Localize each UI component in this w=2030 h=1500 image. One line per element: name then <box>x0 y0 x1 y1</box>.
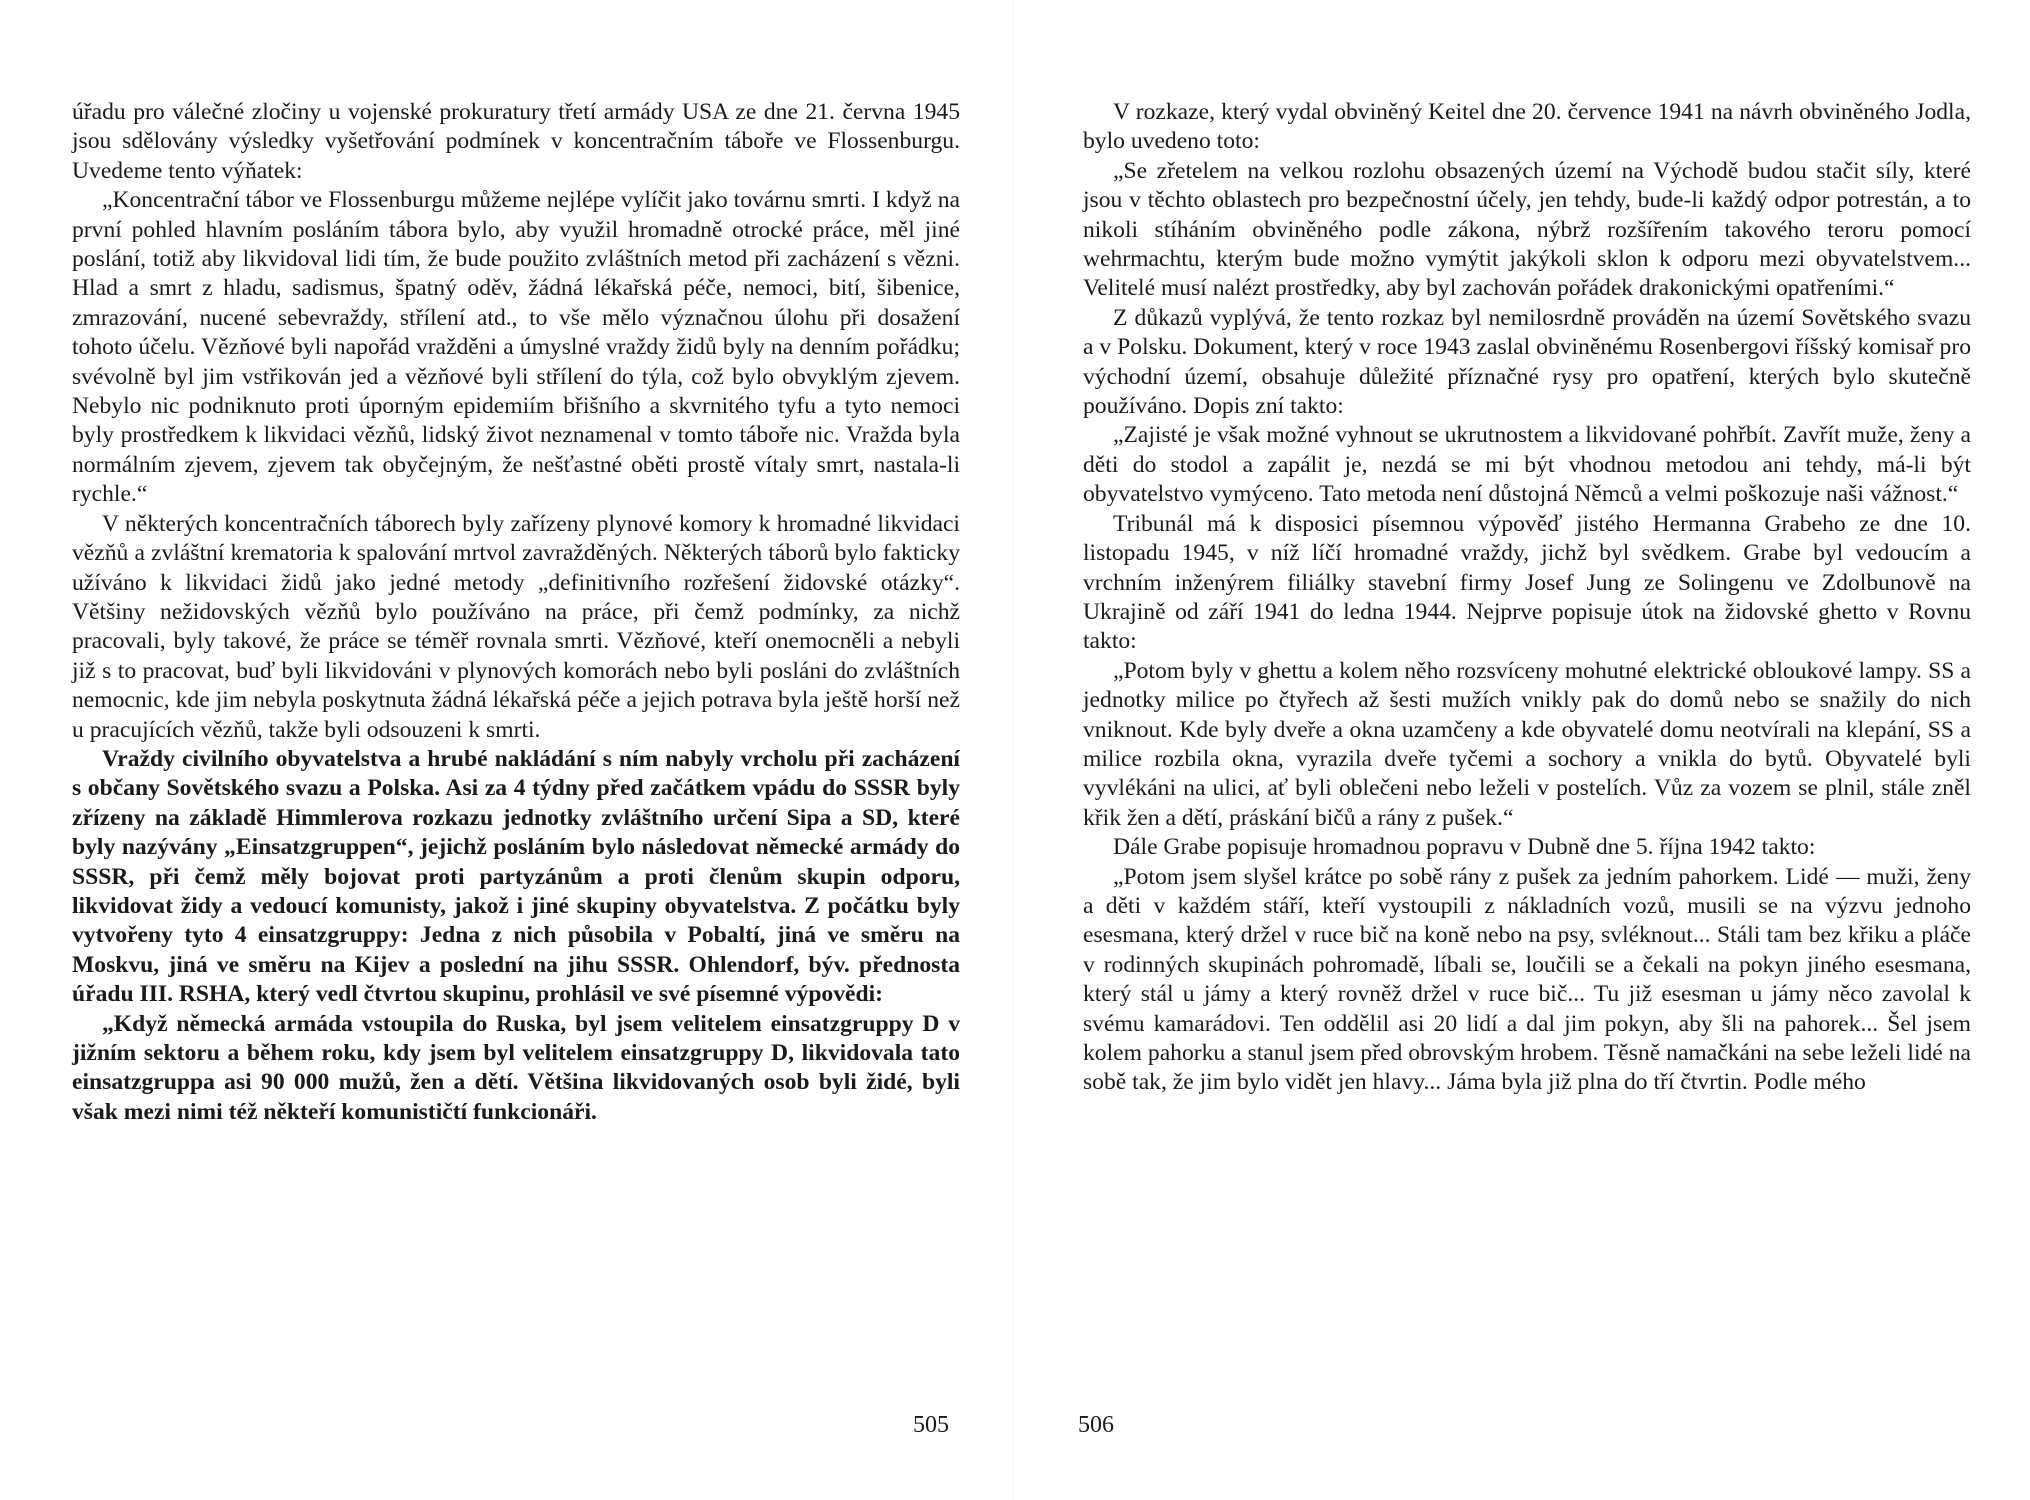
paragraph: „Potom jsem slyšel krátce po sobě rány z pušek za jedním pahorkem. Lidé — muži, ženy a děti v každém stáří, kteří vystoupili z nákladních vozů, musili se na výzvu jednoho esesmana, který držel v ruce bič na koně nebo na psy, svléknout... Stáli tam bez křiku a pláče v rodinných skupinách pohromadě, líbali se, loučili se a čekali na pokyn jiného esesmana, který stál u jámy a který rovněž držel v ruce bič... Tu již esesman u jámy něco zavolal k svému kamarádovi. Ten oddělil asi 20 lidí a dal jim pokyn, aby šli na pahorek... Šel jsem kolem pahorku a stanul jsem před obrovským hrobem. Těsně namačkáni na sebe leželi lidé na sobě tak, že jim bylo vidět jen hlavy... Jáma byla již plna do tří čtvrtin. Podle mého <box>1083 863 1971 1096</box>
paragraph: Z důkazů vyplývá, že tento rozkaz byl nemilosrdně prováděn na území Sovětského svazu a v Polsku. Dokument, který v roce 1943 zaslal obviněnému Rosenbergovi říšský komisař pro východní území, obsahuje důležité příznačné rysy pro opatření, kterých bylo skutečně používáno. Dopis zní takto: <box>1083 304 1971 420</box>
paragraph: „Když německá armáda vstoupila do Ruska, byl jsem velitelem einsatzgruppy D v jižním sektoru a během roku, kdy jsem byl velitelem einsatzgruppy D, likvidovala tato einsatzgruppa asi 90 000 mužů, žen a dětí. Většina likvidovaných osob byli židé, byli však mezi nimi též někteří komunističtí funkcionáři. <box>72 1010 960 1125</box>
paragraph: V rozkaze, který vydal obviněný Keitel dne 20. července 1941 na návrh obviněného Jodla, bylo uvedeno toto: <box>1083 99 1971 155</box>
left-text-column <box>72 98 960 1127</box>
paragraph: „Koncentrační tábor ve Flossenburgu můžeme nejlépe vylíčit jako továrnu smrti. I když na první pohled hlavním posláním tábora bylo, aby využil hromadně otrocké práce, měl jiné poslání, totiž aby likvidoval lidi tím, že bude použito zvláštních metod při zacházení s vězni. Hlad a smrt z hladu, sadismus, špatný oděv, žádná lékařská péče, nemoci, bití, šibenice, zmrazování, nucené sebevraždy, střílení atd., to vše mělo význačnou úlohu při dosažení tohoto účelu. Vězňové byli napořád vražděni a úmyslné vraždy židů byly na denním pořádku; svévolně byl jim vstřikován jed a vězňové byli střílení do týla, což bylo obvyklým zjevem. Nebylo nic podniknuto proti úporným epidemiím břišního a skvrnitého tyfu a tyto nemoci byly prostředkem k likvidaci vězňů, lidský život neznamenal v tomto táboře nic. Vražda byla normálním zjevem, zjevem tak obyčejným, že nešťastné oběti prostě vítaly smrt, nastala-li rychle.“ <box>72 187 960 508</box>
right-page <box>1015 0 2030 1500</box>
paragraph: „Potom byly v ghettu a kolem něho rozsvíceny mohutné elektrické obloukové lampy. SS a jednotky milice po čtyřech až šesti mužích vnikly pak do domů nebo se snažily do nich vniknout. Kde byly dveře a okna uzamčeny a kde obyvatelé domu neotvírali na klepání, SS a milice rozbila okna, vyrazila dveře tyčemi a sochory a vnikla do bytů. Obyvatelé byli vyvlékáni na ulici, ať byli oblečeni nebo leželi v postelích. Vůz za vozem se plnil, stále zněl křik žen a dětí, práskání bičů a rány z pušek.“ <box>1083 657 1971 831</box>
paragraph: „Zajisté je však možné vyhnout se ukrutnostem a likvidované pohřbít. Zavřít muže, ženy a děti do stodol a zapálit je, nezdá se mi být vhodnou metodou ani tehdy, má-li být obyvatelstvo vymýceno. Tato metoda není důstojná Němců a velmi poškozuje naši vážnost.“ <box>1083 422 1971 508</box>
paragraph: úřadu pro válečné zločiny u vojenské prokuratury třetí armády USA ze dne 21. června 1945 jsou sdělovány výsledky vyšetřování podmínek v koncentračním táboře ve Flossenburgu. Uvedeme tento výňatek: <box>72 99 960 184</box>
page-number: 506 <box>1078 1412 1114 1438</box>
paragraph: „Se zřetelem na velkou rozlohu obsazených území na Východě budou stačit síly, které jsou v těchto oblastech pro bezpečnostní účely, jen tehdy, bude-li každý odpor potrestán, a to nikoli stíháním obviněného podle zákona, nýbrž rozšířením takového teroru pomocí wehrmachtu, kterým bude možno vymýtit jakýkoli sklon k odporu mezi obyvatelstvem... Velitelé musí nalézt prostředky, aby byl zachován pořádek drakonickými opatřeními.“ <box>1083 157 1971 302</box>
page-number: 505 <box>913 1412 949 1438</box>
paragraph: Dále Grabe popisuje hromadnou popravu v Dubně dne 5. října 1942 takto: <box>1113 834 1816 861</box>
paragraph: Vraždy civilního obyvatelstva a hrubé nakládání s ním nabyly vrcholu při zacházení s občany Sovětského svazu a Polska. Asi za 4 týdny před začátkem vpádu do SSSR byly zřízeny na základě Himmlerova rozkazu jednotky zvláštního určení Sipa a SD, které byly nazývány „Einsatzgruppen“, jejichž posláním bylo následovat německé armády do SSSR, při čemž měly bojovat proti partyzánům a proti členům skupin odporu, likvidovat židy a vedoucí komunisty, jakož i jiné skupiny obyvatelstva. Z počátku byly vytvořeny tyto 4 einsatzgruppy: Jedna z nich působila v Pobaltí, jiná ve směru na Moskvu, jiná ve směru na Kijev a poslední na jihu SSSR. Ohlendorf, býv. přednosta úřadu III. RSHA, který vedl čtvrtou skupinu, prohlásil ve své písemné výpovědi: <box>72 745 960 1008</box>
gutter-divider <box>1012 0 1013 1500</box>
paragraph: V některých koncentračních táborech byly zařízeny plynové komory k hromadné likvidaci vězňů a zvláštní krematoria k spalování mrtvol zavražděných. Některých táborů bylo fakticky užíváno k likvidaci židů jako jedné metody „definitivního rozřešení židovské otázky“. Většiny nežidovských vězňů bylo používáno na práce, při čemž podmínky, za nichž pracovali, byly takové, že práce se téměř rovnala smrti. Vězňové, kteří onemocněli a nebyli již s to pracovat, buď byli likvidováni v plynových komorách nebo byli posláni do zvláštních nemocnic, kde jim nebyla poskytnuta žádná lékařská péče a jejich potrava byla ještě horší než u pracujících vězňů, takže byli odsouzeni k smrti. <box>72 510 960 743</box>
paragraph: Tribunál má k disposici písemnou výpověď jistého Hermanna Grabeho ze dne 10. listopadu 1945, v níž líčí hromadné vraždy, jichž byl svědkem. Grabe byl vedoucím a vrchním inženýrem filiálky stavební firmy Josef Jung ze Solingenu ve Zdolbunově na Ukrajině od září 1941 do ledna 1944. Nejprve popisuje útok na židovské ghetto v Rovnu takto: <box>1083 510 1971 655</box>
right-text-column <box>1083 98 1971 1098</box>
